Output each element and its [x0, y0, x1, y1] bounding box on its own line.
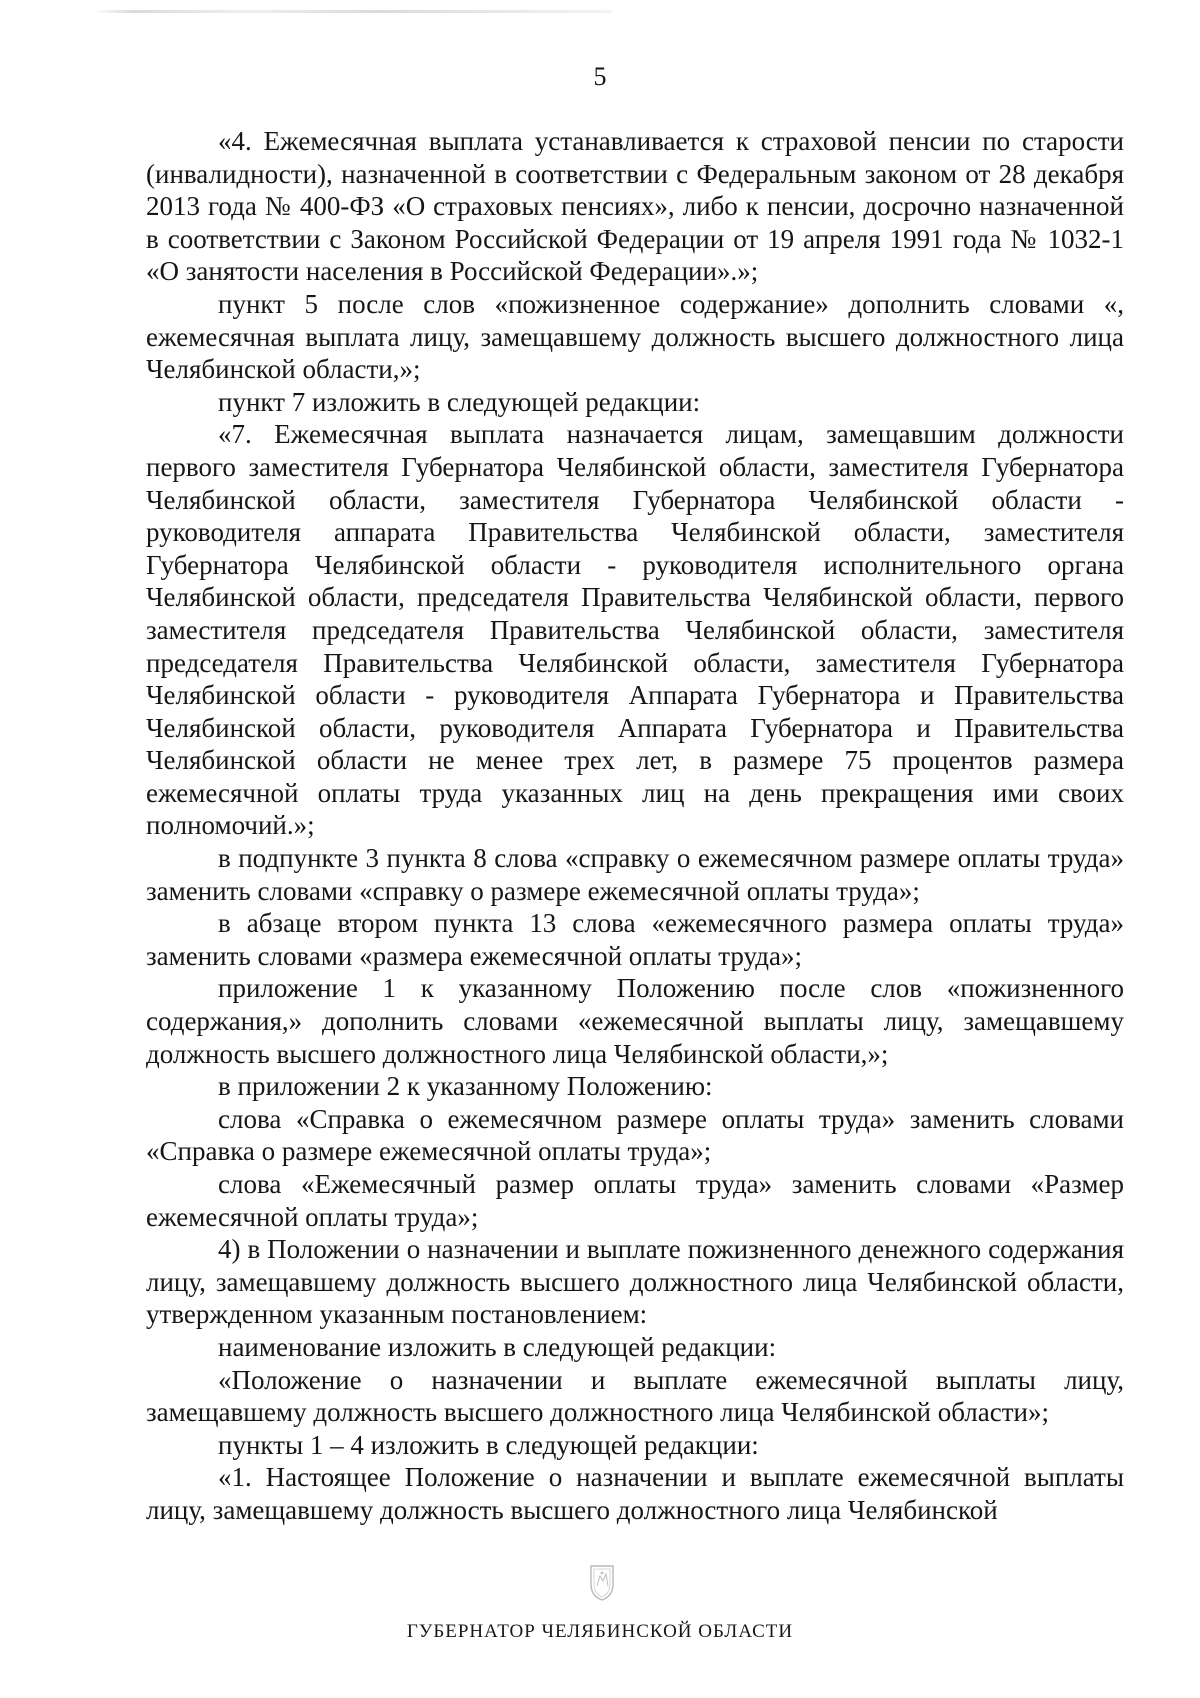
- coat-of-arms-icon: [587, 1562, 617, 1602]
- page-number: 5: [593, 62, 607, 91]
- paragraph: слова «Справка о ежемесячном размере оплаты труда» заменить словами «Справка о размере ежемесячной оплаты труда»;: [146, 1103, 1124, 1167]
- paragraph: слова «Ежемесячный размер оплаты труда» заменить словами «Размер ежемесячной оплаты труда»;: [146, 1169, 1124, 1232]
- paragraph: 4) в Положении о назначении и выплате пожизненного денежного содержания лицу, замещавшему должность высшего должностного лица Челябинской области, утвержденном указанным постановлением:: [146, 1234, 1124, 1330]
- paragraph: в подпункте 3 пункта 8 слова «справку о ежемесячном размере оплаты труда» заменить словами «справку о размере ежемесячной оплаты труда»;: [146, 843, 1124, 906]
- scan-artifact: [92, 10, 612, 13]
- paragraph: пункты 1 – 4 изложить в следующей редакции:: [218, 1429, 759, 1460]
- paragraph: в абзаце втором пункта 13 слова «ежемесячного размера оплаты труда» заменить словами «размера ежемесячной оплаты труда»;: [146, 908, 1124, 971]
- paragraph: в приложении 2 к указанному Положению:: [218, 1071, 713, 1102]
- paragraph: «4. Ежемесячная выплата устанавливается к страховой пенсии по старости (инвалидности), назначенной в соответствии с Федеральным законом от 28 декабря 2013 года № 400-ФЗ «О страховых пенсиях», либо к пенсии, досрочно назначенной в соответствии с Законом Российской Федерации от 19 апреля 1991 года № 1032-1 «О занятости населения в Российской Федерации».»;: [146, 126, 1124, 287]
- footer-title: ГУБЕРНАТОР ЧЕЛЯБИНСКОЙ ОБЛАСТИ: [406, 1621, 794, 1642]
- paragraph: пункт 7 изложить в следующей редакции:: [218, 386, 701, 417]
- paragraph: приложение 1 к указанному Положению после слов «пожизненного содержания,» дополнить словами «ежемесячной выплаты лицу, замещавшему должность высшего должностного лица Челябинской области,»;: [146, 973, 1124, 1069]
- paragraph: пункт 5 после слов «пожизненное содержание» дополнить словами «, ежемесячная выплата лицу, замещавшему должность высшего должностного лица Челябинской области,»;: [146, 288, 1124, 385]
- document-body: [146, 125, 1124, 1527]
- paragraph: «7. Ежемесячная выплата назначается лицам, замещавшим должности первого заместителя Губернатора Челябинской области, заместителя Губернатора Челябинской области, заместителя Губернатора Челябинской области - руководителя аппарата Правительства Челябинской области, заместителя Губернатора Челябинской области - руководителя исполнительного органа Челябинской области, председателя Правительства Челябинской области, первого заместителя председателя Правительства Челябинской области, заместителя председателя Правительства Челябинской области, заместителя Губернатора Челябинской области - руководителя Аппарата Губернатора и Правительства Челябинской области, руководителя Аппарата Губернатора и Правительства Челябинской области не менее трех лет, в размере 75 процентов размера ежемесячной оплаты труда указанных лиц на день прекращения ими своих полномочий.»;: [146, 419, 1124, 841]
- paragraph: наименование изложить в следующей редакции:: [218, 1331, 777, 1362]
- paragraph: «Положение о назначении и выплате ежемесячной выплаты лицу, замещавшему должность высшего должностного лица Челябинской области»;: [146, 1364, 1124, 1428]
- paragraph: «1. Настоящее Положение о назначении и выплате ежемесячной выплаты лицу, замещавшему должность высшего должностного лица Челябинской: [146, 1462, 1124, 1525]
